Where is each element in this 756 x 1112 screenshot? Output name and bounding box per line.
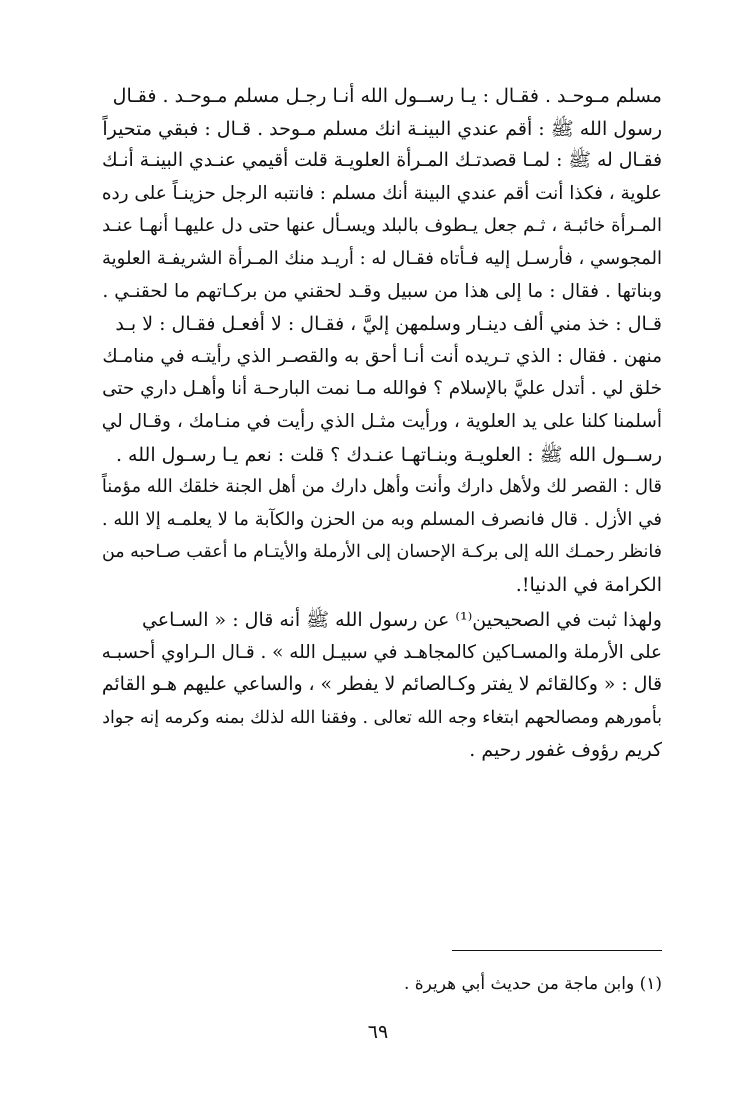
text-line: رســول الله ﷺ : العلويـة وبنـاتهـا عنـدك ؟ قلت : نعم يـا رسـول الله . — [115, 443, 662, 466]
text-line: ولهذا ثبت في الصحيحين⁽¹⁾ عن رسول الله ﷺ أنه قال : « السـاعي — [141, 609, 662, 631]
footnote-divider — [452, 950, 662, 951]
paragraph-1 — [96, 80, 662, 602]
text-line: المجوسي ، فأرسـل إليه فـأتاه فقـال له : أريـد منك المـرأة الشريفـة العلوية — [101, 247, 662, 269]
text-line: قـال : خذ مني ألف دينـار وسلمهن إليَّ ، فقـال : لا أفعـل فقـال : لا بـد — [115, 313, 662, 336]
text-line: خلق لي . أتدل عليَّ بالإسلام ؟ فوالله مـا نمت البارحـة أنا وأهـل داري حتى — [102, 378, 662, 400]
footnote: (١) وابن ماجة من حديث أبي هريرة . — [403, 974, 662, 994]
text-line: على الأرملة والمسـاكين كالمجاهـد في سبيـل الله » . قـال الـراوي أحسبـه — [101, 641, 662, 663]
text-line: قال : « وكالقائم لا يفتر وكـالصائم لا يفطر » ، والساعي عليهم هـو القائم — [101, 674, 662, 696]
text-line: الكرامة في الدنيا!. — [515, 573, 662, 596]
text-line: مسلم مـوحـد . فقـال : يـا رســول الله أنـا رجـل مسلم مـوحـد . فقـال — [112, 85, 662, 107]
text-line: وبناتها . فقال : ما إلى هذا من سبيل وقـد لحقني من بركـاتهم ما لحقنـي . — [102, 280, 662, 302]
text-line: رسول الله ﷺ : أقم عندي البينـة انك مسلم مـوحد . قـال : فبقي متحيراً — [102, 117, 662, 140]
text-line: في الأزل . قال فانصرف المسلم وبه من الحزن والكآبة ما لا يعلمـه إلا الله . — [101, 508, 662, 530]
page-number: ٦٩ — [367, 1021, 389, 1043]
text-line: أسلمنا كلنا على يد العلوية ، ورأيت مثـل الذي رأيت في منـامك ، وقـال لي — [101, 410, 662, 432]
text-line: منهن . فقال : الذي تـريده أنت أنـا أحق به والقصـر الذي رأيتـه في منامـك — [102, 345, 662, 367]
text-line: علوية ، فكذا أنت أقم عندي البينة أنك مسلم : فانتبه الرجل حزينـاً على رده — [101, 182, 662, 204]
paragraph-2 — [96, 604, 662, 767]
text-line: فانظر رحمـك الله إلى بركـة الإحسان إلى الأرملة والأيتـام ما أعقب صـاحبه من — [102, 542, 662, 563]
text-line: قال : القصر لك ولأهل دارك وأنت وأهل دارك من أهل الجنة خلقك الله مؤمناً — [101, 476, 662, 498]
text-line: كريم رؤوف غفور رحيم . — [469, 739, 662, 762]
text-line: المـرأة خائبـة ، ثـم جعل يـطوف بالبلد ويسـأل عنها حتى دل عليهـا أنهـا عنـد — [102, 215, 662, 237]
text-line: بأمورهم ومصالحهم ابتغاء وجه الله تعالى . وفقنا الله لذلك بمنه وكرمه إنه جواد — [102, 707, 662, 728]
text-line: فقـال له ﷺ : لمـا قصدتـك المـرأة العلويـة قلت أقيمي عنـدي البينـة أنـك — [101, 150, 662, 172]
